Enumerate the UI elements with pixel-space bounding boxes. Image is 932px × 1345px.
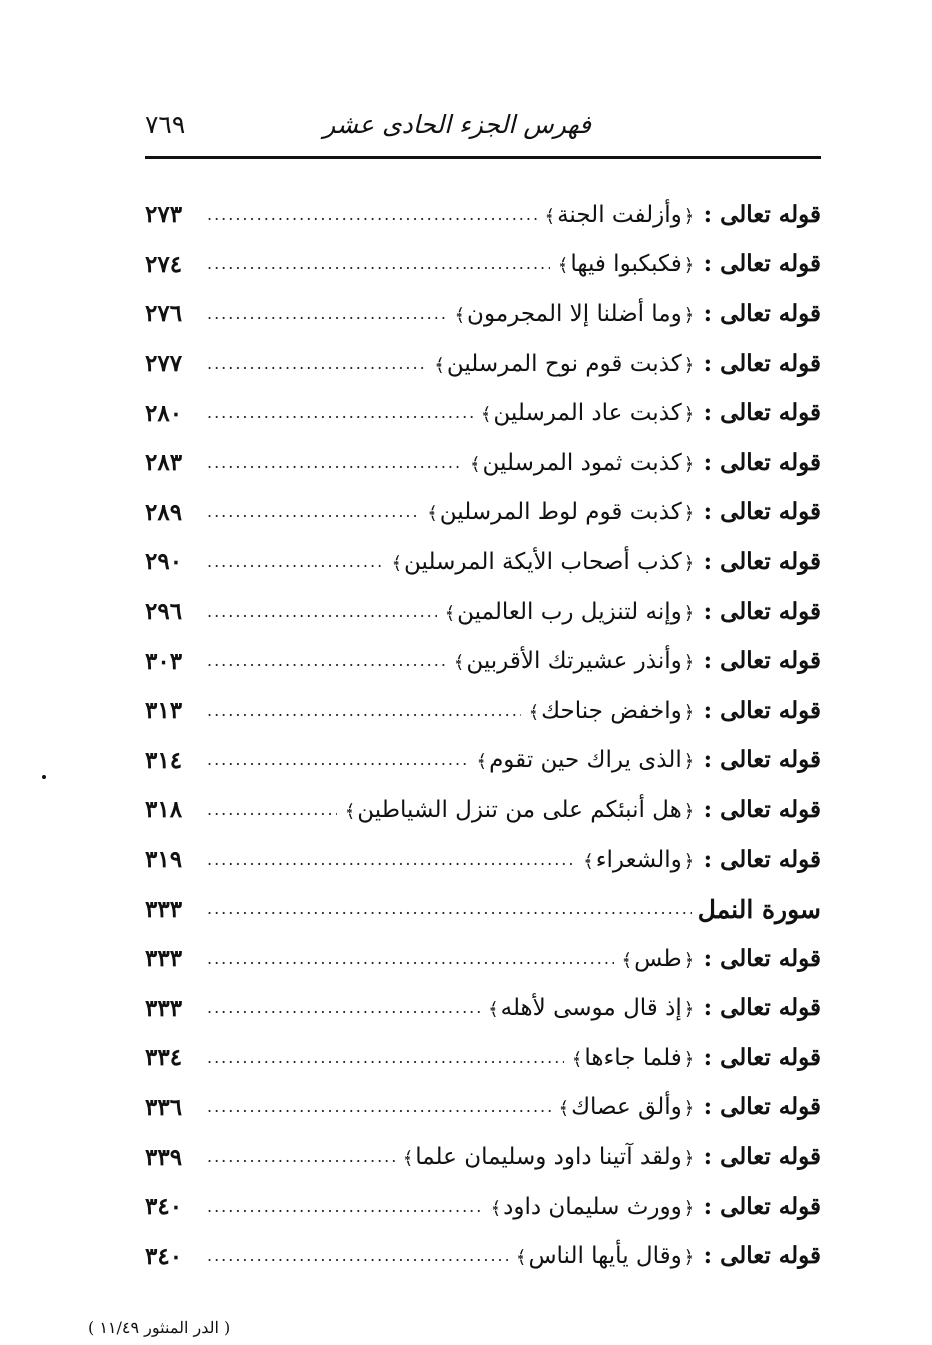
ornament-close-icon: ﴾ [528, 701, 540, 723]
entry-page-number: ٢٧٤ [145, 250, 183, 278]
entry-label [401, 1145, 821, 1169]
entry-prefix: قوله تعالى : [703, 795, 821, 823]
leader-dots [207, 207, 537, 223]
index-entry [145, 289, 821, 339]
ornament-close-icon: ﴾ [427, 503, 438, 525]
ornament-open-icon: ﴿ [683, 1048, 695, 1070]
verse-text: الذى يراك حين تقوم [489, 747, 682, 774]
ornament-open-icon: ﴿ [683, 503, 695, 525]
entry-prefix: قوله تعالى : [703, 547, 821, 575]
entry-page-number: ٢٧٦ [145, 300, 183, 328]
index-entry [145, 1231, 821, 1281]
entry-page-number: ٣٤٠ [145, 1193, 183, 1221]
leader-dots [207, 951, 614, 967]
leader-dots [207, 1000, 480, 1016]
ornament-close-icon: ﴾ [391, 552, 403, 574]
ornament-close-icon: ﴾ [402, 1148, 414, 1170]
index-entry [145, 686, 821, 736]
index-entry [145, 190, 821, 240]
entry-page-number: ٣٣٦ [145, 1093, 183, 1121]
ornament-open-icon: ﴿ [683, 652, 695, 674]
ornament-open-icon: ﴿ [683, 354, 695, 376]
entry-page-number: ٣١٩ [145, 846, 183, 874]
entry-label [514, 1244, 821, 1268]
ornament-close-icon: ﴾ [571, 1048, 583, 1070]
entry-page-number: ٣٣٣ [145, 994, 183, 1022]
running-header-title: فهرس الجزء الحادى عشر [323, 110, 591, 139]
entry-page-number: ٢٧٧ [145, 350, 183, 378]
ornament-close-icon: ﴾ [515, 1247, 527, 1269]
ornament-close-icon: ﴾ [470, 453, 481, 475]
index-list [145, 190, 821, 1281]
surah-title: سورة النمل [697, 894, 821, 924]
ornament-close-icon: ﴾ [490, 1197, 502, 1219]
entry-label [443, 597, 821, 625]
entry-label [389, 547, 821, 575]
entry-prefix: قوله تعالى : [703, 994, 821, 1022]
verse-text: وأنذر عشيرتك الأقربين [466, 648, 682, 675]
leader-dots [207, 1099, 551, 1115]
header-rule [145, 156, 821, 159]
ornament-open-icon: ﴿ [683, 453, 695, 475]
entry-label [432, 349, 821, 377]
verse-text: إذ قال موسى لأهله [500, 995, 682, 1022]
verse-text: واخفض جناحك [541, 697, 682, 724]
verse-text: فكبكبوا فيها [570, 251, 682, 278]
index-entry [145, 1083, 821, 1133]
entry-page-number: ٢٧٣ [145, 201, 183, 229]
entry-label [557, 1095, 821, 1119]
ornament-open-icon: ﴿ [683, 552, 695, 574]
ornament-open-icon: ﴿ [683, 1098, 695, 1120]
leader-dots [207, 405, 473, 421]
ornament-close-icon: ﴾ [434, 354, 445, 376]
ornament-open-icon: ﴿ [683, 602, 695, 624]
index-entry [145, 736, 821, 786]
index-entry [145, 537, 821, 587]
entry-label [425, 500, 821, 524]
ornament-open-icon: ﴿ [683, 850, 695, 872]
leader-dots [207, 901, 692, 917]
entry-prefix: قوله تعالى : [703, 1093, 821, 1121]
index-entry [145, 984, 821, 1034]
verse-text: وقال يأيها الناس [528, 1243, 682, 1270]
entry-label [527, 696, 821, 724]
entry-label [620, 944, 821, 972]
verse-text: طس [634, 945, 682, 972]
footer-signature: ( الدر المنثور ١١/٤٩ ) [88, 1318, 231, 1337]
entry-page-number: ٣١٤ [145, 746, 183, 774]
index-entry [145, 339, 821, 389]
entry-label [343, 795, 821, 823]
entry-page-number: ٣٣٤ [145, 1044, 183, 1072]
entry-label [468, 448, 821, 476]
ornament-close-icon: ﴾ [558, 1098, 570, 1120]
entry-page-number: ٣٠٣ [145, 647, 183, 675]
entry-prefix: قوله تعالى : [703, 1043, 821, 1071]
entry-prefix: قوله تعالى : [703, 498, 821, 526]
index-entry [145, 438, 821, 488]
leader-dots [207, 1149, 395, 1165]
leader-dots [207, 703, 521, 719]
index-entry [145, 587, 821, 637]
ornament-open-icon: ﴿ [683, 1247, 695, 1269]
entry-label [581, 845, 821, 873]
verse-text: كذبت عاد المرسلين [493, 400, 682, 427]
ornament-close-icon: ﴾ [476, 751, 488, 773]
verse-text: هل أنبئكم على من تنزل الشياطين [357, 796, 682, 823]
leader-dots [207, 504, 419, 520]
entry-label [556, 252, 821, 276]
entry-prefix: قوله تعالى : [703, 448, 821, 476]
index-entry [145, 488, 821, 538]
entry-prefix: قوله تعالى : [703, 944, 821, 972]
entry-page-number: ٢٨٠ [145, 399, 183, 427]
ornament-open-icon: ﴿ [683, 751, 695, 773]
verse-text: كذبت قوم لوط المرسلين [439, 499, 682, 526]
leader-dots [207, 1248, 508, 1264]
ornament-open-icon: ﴿ [683, 304, 695, 326]
entry-page-number: ٢٩٠ [145, 548, 183, 576]
entry-prefix: قوله تعالى : [703, 200, 821, 228]
index-entry [145, 1033, 821, 1083]
ornament-open-icon: ﴿ [683, 404, 695, 426]
verse-text: والشعراء [595, 846, 682, 873]
scan-speck [42, 775, 46, 779]
ornament-close-icon: ﴾ [454, 304, 466, 326]
verse-text: كذب أصحاب الأيكة المرسلين [404, 548, 682, 575]
leader-dots [207, 1199, 483, 1215]
entry-label [479, 401, 821, 425]
entry-page-number: ٢٨٩ [145, 498, 183, 526]
verse-text: كذبت قوم نوح المرسلين [446, 350, 682, 377]
entry-page-number: ٣١٣ [145, 697, 183, 725]
entry-page-number: ٣٣٣ [145, 895, 183, 923]
entry-prefix: قوله تعالى : [703, 647, 821, 675]
entry-label [543, 200, 821, 228]
ornament-close-icon: ﴾ [488, 999, 499, 1021]
entry-label [452, 649, 821, 673]
verse-text: وما أضلنا إلا المجرمون [467, 300, 682, 327]
ornament-close-icon: ﴾ [344, 800, 356, 822]
ornament-close-icon: ﴾ [583, 850, 594, 872]
entry-label [570, 1043, 821, 1071]
ornament-open-icon: ﴿ [683, 999, 695, 1021]
index-entry [145, 835, 821, 885]
surah-heading [145, 884, 821, 934]
verse-text: وورث سليمان داود [503, 1193, 682, 1220]
verse-text: كذبت ثمود المرسلين [482, 449, 682, 476]
verse-text: وألق عصاك [571, 1094, 682, 1121]
index-entry [145, 1182, 821, 1232]
ornament-close-icon: ﴾ [621, 949, 633, 971]
index-entry [145, 785, 821, 835]
entry-prefix: قوله تعالى : [703, 399, 821, 427]
ornament-open-icon: ﴿ [683, 205, 695, 227]
ornament-close-icon: ﴾ [480, 404, 492, 426]
verse-text: فلما جاءها [584, 1044, 682, 1071]
ornament-open-icon: ﴿ [683, 255, 695, 277]
entry-page-number: ٣٣٩ [145, 1143, 183, 1171]
entry-label [453, 299, 822, 327]
index-entry [145, 1132, 821, 1182]
entry-prefix: قوله تعالى : [703, 746, 821, 774]
leader-dots [207, 554, 383, 570]
ornament-open-icon: ﴿ [683, 800, 695, 822]
entry-page-number: ٢٨٣ [145, 449, 183, 477]
entry-prefix: قوله تعالى : [703, 250, 821, 278]
ornament-close-icon: ﴾ [444, 602, 456, 624]
entry-label [486, 996, 821, 1020]
entry-prefix: قوله تعالى : [703, 349, 821, 377]
entry-prefix: قوله تعالى : [703, 845, 821, 873]
verse-text: ولقد آتينا داود وسليمان علما [415, 1144, 682, 1171]
entry-prefix: قوله تعالى : [703, 696, 821, 724]
entry-prefix: قوله تعالى : [703, 1242, 821, 1270]
index-entry [145, 240, 821, 290]
entry-page-number: ٢٩٦ [145, 598, 183, 626]
leader-dots [207, 256, 550, 272]
ornament-open-icon: ﴿ [683, 701, 695, 723]
entry-prefix: قوله تعالى : [703, 1192, 821, 1220]
entry-page-number: ٣٤٠ [145, 1242, 183, 1270]
leader-dots [207, 852, 575, 868]
index-entry [145, 934, 821, 984]
ornament-close-icon: ﴾ [557, 255, 569, 277]
leader-dots [207, 604, 437, 620]
leader-dots [207, 356, 426, 372]
page-number: ٧٦٩ [145, 110, 186, 139]
ornament-open-icon: ﴿ [683, 1148, 695, 1170]
leader-dots [207, 802, 337, 818]
entry-prefix: قوله تعالى : [703, 597, 821, 625]
entry-label [475, 748, 821, 772]
entry-page-number: ٣١٨ [145, 796, 183, 824]
leader-dots [207, 306, 447, 322]
entry-prefix: قوله تعالى : [703, 1143, 821, 1171]
verse-text: وأزلفت الجنة [557, 201, 682, 228]
ornament-open-icon: ﴿ [683, 949, 695, 971]
entry-page-number: ٣٣٣ [145, 945, 183, 973]
ornament-open-icon: ﴿ [683, 1197, 695, 1219]
entry-label [489, 1192, 821, 1220]
ornament-close-icon: ﴾ [544, 205, 556, 227]
entry-prefix: قوله تعالى : [703, 299, 821, 327]
index-entry [145, 388, 821, 438]
leader-dots [207, 653, 446, 669]
leader-dots [207, 752, 469, 768]
index-entry [145, 636, 821, 686]
leader-dots [207, 1050, 564, 1066]
ornament-close-icon: ﴾ [453, 652, 465, 674]
running-header [145, 110, 821, 150]
verse-text: وإنه لتنزيل رب العالمين [457, 598, 682, 625]
leader-dots [207, 455, 462, 471]
